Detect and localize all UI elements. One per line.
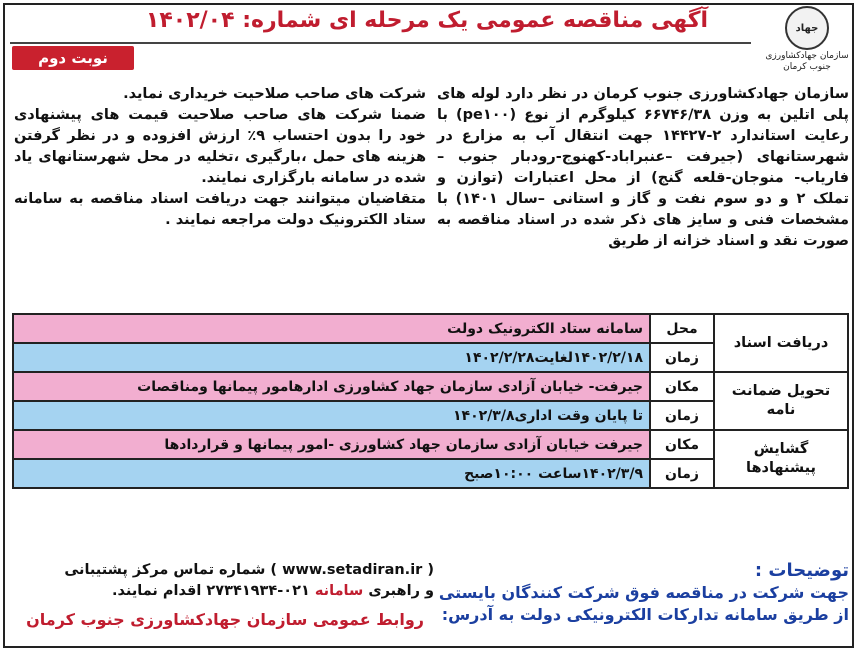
body-left-column — [14, 84, 426, 231]
table-row — [13, 314, 848, 343]
public-relations-signature: روابط عمومی سازمان جهادکشاورزی جنوب کرمان — [26, 610, 424, 629]
contact-section — [14, 560, 434, 602]
pricing-instructions: ضمنا شرکت های صاحب صلاحیت قیمت های پیشنهادی خود را بدون احتساب ۹٪ ارزش افزوده و در نظر گرفتن هزینه های حمل ،بارگیری ،تخلیه در محل شهرستانهای یاد شده در سامانه بارگزاری نمایند. — [14, 107, 427, 186]
applicant-instructions: متقاضیان میتوانند جهت دریافت اسناد مناقصه به سامانه ستاد الکترونیک دولت مراجعه نمایند . — [14, 191, 426, 228]
table-row — [13, 372, 848, 401]
time-label: زمان — [650, 459, 714, 488]
logo-org-name: سازمان جهادکشاورزی — [765, 51, 849, 61]
opening-place: جیرفت خیابان آزادی سازمان جهاد کشاورزی -امور پیمانها و قراردادها — [13, 430, 650, 459]
support-prefix: و راهبری — [368, 583, 434, 599]
organization-logo — [761, 6, 853, 78]
body-right-column — [437, 84, 849, 252]
tender-description: سازمان جهادکشاورزی جنوب کرمان در نظر دارد لوله های پلی اتلین به وزن ۶۶۷۴۶/۳۸ کیلوگرم از نوع (pe۱۰۰) با رعایت استاندارد ۲-۱۴۴۲۷ جهت انتقال آب به مزارع در شهرستانهای (جیرفت –عنبراباد-کهنوج-رودبار جنوب –فاریاب- منوجان-قلعه گنج) از محل اعتبارات (توازن و تملک ۲ و دو سوم نفت و گاز و استانی –سال ۱۴۰۱) با مشخصات فنی و سایز های ذکر شده در اسناد مناقصه به صورت نقد و اسناد خزانه از طریق — [437, 86, 849, 249]
notes-title: توضیحات : — [754, 560, 849, 581]
table-row — [13, 430, 848, 459]
notes-line: از طریق سامانه تدارکات الکترونیکی دولت به آدرس: — [441, 605, 849, 624]
website-line: ( www.setadiran.ir ) شماره تماس مرکز پشتیبانی — [64, 562, 434, 578]
title-divider — [10, 42, 751, 44]
schedule-table — [12, 313, 849, 489]
row-header-guarantee: تحویل ضمانت نامه — [714, 372, 848, 430]
time-label: زمان — [650, 401, 714, 430]
logo-org-region: جنوب کرمان — [783, 62, 831, 72]
documents-place: سامانه ستاد الکترونیک دولت — [13, 314, 650, 343]
row-header-documents: دریافت اسناد — [714, 314, 848, 372]
support-phone-line — [14, 581, 434, 602]
place-label: مکان — [650, 372, 714, 401]
notice-title: آگهی مناقصه عمومی یک مرحله ای شماره: ۱۴۰۲/۰۴ — [145, 8, 709, 33]
publication-round-badge: نوبت دوم — [12, 46, 134, 70]
documents-time: ۱۴۰۲/۲/۱۸لغایت۱۴۰۲/۲/۲۸ — [13, 343, 650, 372]
support-phone: ۰۲۱-۲۷۳۴۱۹۳۴ اقدام نمایند. — [112, 583, 310, 599]
place-label: مکان — [650, 430, 714, 459]
notes-section — [429, 560, 849, 626]
place-label: محل — [650, 314, 714, 343]
row-header-opening: گشایش پیشنهادها — [714, 430, 848, 488]
system-word: سامانه — [314, 583, 364, 599]
guarantee-place: جیرفت- خیابان آزادی سازمان جهاد کشاورزی ادارهامور پیمانها ومناقصات — [13, 372, 650, 401]
opening-time: ۱۴۰۲/۳/۹ساعت ۱۰:۰۰صبح — [13, 459, 650, 488]
jihad-emblem-icon: جهاد — [785, 6, 829, 50]
guarantee-time: تا پایان وقت اداری۱۴۰۲/۳/۸ — [13, 401, 650, 430]
time-label: زمان — [650, 343, 714, 372]
notes-line: جهت شرکت در مناقصه فوق شرکت کنندگان بایستی — [438, 583, 849, 602]
purchase-statement: شرکت های صاحب صلاحیت خریداری نماید. — [123, 86, 426, 102]
